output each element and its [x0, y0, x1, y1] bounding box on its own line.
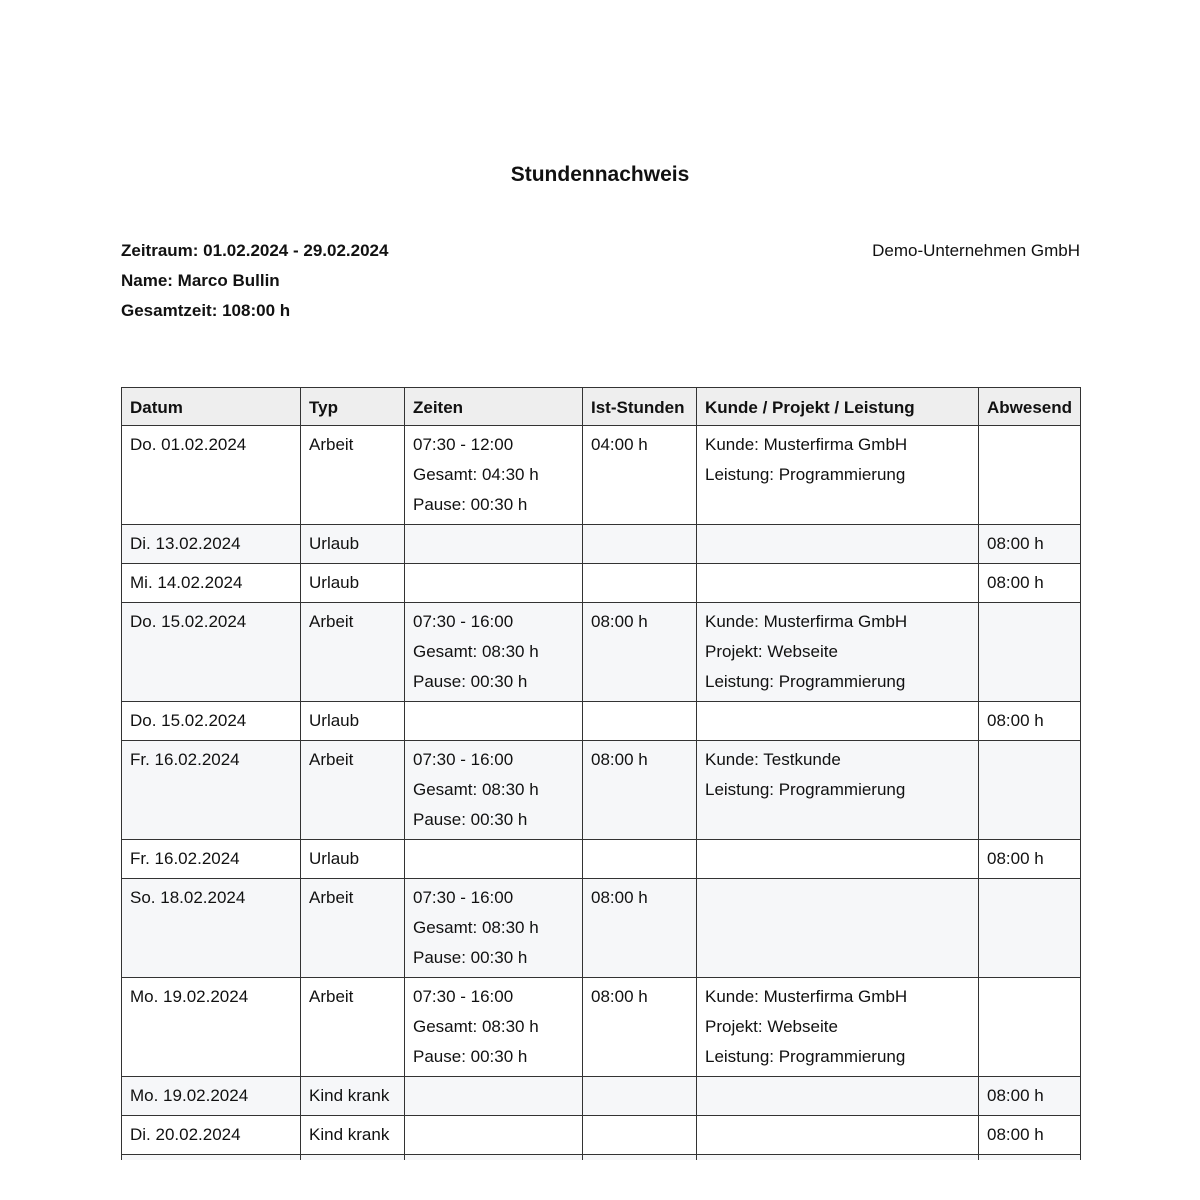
cell-zeiten: [405, 1077, 583, 1116]
cell-zeiten: [405, 978, 583, 1077]
cell-kunde-projekt-leistung: [697, 702, 979, 741]
cell-kunde-projekt-leistung-line: Projekt: Webseite: [705, 642, 838, 661]
table-row: [122, 603, 1081, 702]
cell-kunde-projekt-leistung: [697, 525, 979, 564]
cell-kunde-projekt-leistung-line: Leistung: Programmierung: [705, 780, 906, 799]
cell-typ: Urlaub: [301, 840, 405, 879]
column-header-abwesend: Abwesend: [979, 388, 1081, 426]
cell-kunde-projekt-leistung-line: Kunde: Musterfirma GmbH: [705, 612, 908, 631]
cell-ist-stunden: [583, 1116, 697, 1155]
cell-typ: Urlaub: [301, 525, 405, 564]
table-row: [122, 564, 1081, 603]
cell-abwesend: 08:00 h: [979, 840, 1081, 879]
cell-zeiten-line: Pause: 00:30 h: [413, 1047, 528, 1066]
cell-kunde-projekt-leistung-line: Leistung: Programmierung: [705, 1047, 906, 1066]
table-row: [122, 525, 1081, 564]
total-time: Gesamtzeit: 108:00 h: [121, 301, 291, 320]
cell-kunde-projekt-leistung-line: Kunde: Testkunde: [705, 750, 841, 769]
cell-ist-stunden: 08:00 h: [583, 978, 697, 1077]
cell-datum: Mi. 14.02.2024: [122, 564, 301, 603]
cell-zeiten-line: Pause: 00:30 h: [413, 495, 528, 514]
cell-typ: Arbeit: [301, 978, 405, 1077]
cell-datum: So. 18.02.2024: [122, 879, 301, 978]
cell-datum: Mo. 19.02.2024: [122, 1077, 301, 1116]
cell-zeiten: [405, 879, 583, 978]
cell-zeiten: [405, 1116, 583, 1155]
cell-abwesend: 08:00 h: [979, 1077, 1081, 1116]
cell-datum: Mo. 19.02.2024: [122, 978, 301, 1077]
cell-kunde-projekt-leistung: [697, 426, 979, 525]
cell-typ: Arbeit: [301, 426, 405, 525]
cell-zeiten-line: Pause: 00:30 h: [413, 810, 528, 829]
cell-kunde-projekt-leistung: [697, 978, 979, 1077]
table-row: [122, 426, 1081, 525]
cell-kunde-projekt-leistung-line: Projekt: Webseite: [705, 1017, 838, 1036]
cell-datum: Fr. 16.02.2024: [122, 741, 301, 840]
cell-typ: Arbeit: [301, 603, 405, 702]
cell-abwesend: 08:00 h: [979, 1116, 1081, 1155]
cell-ist-stunden: 08:00 h: [583, 879, 697, 978]
cell-abwesend: [979, 741, 1081, 840]
page-title: Stundennachweis: [510, 163, 690, 186]
cell-abwesend: 08:00 h: [979, 702, 1081, 741]
cell-zeiten-line: Gesamt: 08:30 h: [413, 1017, 539, 1036]
cell-datum: Do. 01.02.2024: [122, 426, 301, 525]
table-row: [122, 1077, 1081, 1116]
table-body: [122, 426, 1081, 1164]
period-label: Zeitraum: 01.02.2024 - 29.02.2024: [121, 241, 389, 260]
cell-abwesend: [979, 603, 1081, 702]
table-row: [122, 840, 1081, 879]
cell-abwesend: 08:00 h: [979, 525, 1081, 564]
cell-typ: Urlaub: [301, 702, 405, 741]
cell-typ: Urlaub: [301, 564, 405, 603]
report-meta: [121, 236, 388, 326]
cell-ist-stunden: 04:00 h: [583, 426, 697, 525]
cell-zeiten-line: 07:30 - 16:00: [413, 750, 514, 769]
cell-zeiten-line: 07:30 - 16:00: [413, 612, 514, 631]
cell-kunde-projekt-leistung-line: Leistung: Programmierung: [705, 672, 906, 691]
table-row: [122, 978, 1081, 1077]
page-bottom-margin: [0, 1160, 1200, 1200]
cell-abwesend: [979, 879, 1081, 978]
cell-zeiten: [405, 603, 583, 702]
table-row: [122, 741, 1081, 840]
cell-zeiten-line: Gesamt: 08:30 h: [413, 780, 539, 799]
company-name: Demo-Unternehmen GmbH: [872, 241, 1080, 260]
cell-kunde-projekt-leistung: [697, 840, 979, 879]
cell-kunde-projekt-leistung: [697, 1077, 979, 1116]
cell-zeiten: [405, 702, 583, 741]
cell-zeiten-line: Gesamt: 08:30 h: [413, 918, 539, 937]
cell-datum: Di. 20.02.2024: [122, 1116, 301, 1155]
cell-ist-stunden: [583, 840, 697, 879]
cell-zeiten-line: 07:30 - 16:00: [413, 987, 514, 1006]
table-row: [122, 879, 1081, 978]
column-header-typ: Typ: [301, 388, 405, 426]
cell-zeiten: [405, 741, 583, 840]
cell-zeiten: [405, 426, 583, 525]
cell-kunde-projekt-leistung-line: Kunde: Musterfirma GmbH: [705, 435, 908, 454]
employee-name: Name: Marco Bullin: [121, 271, 280, 290]
cell-kunde-projekt-leistung-line: Leistung: Programmierung: [705, 465, 906, 484]
cell-typ: Kind krank: [301, 1077, 405, 1116]
cell-kunde-projekt-leistung: [697, 603, 979, 702]
cell-kunde-projekt-leistung: [697, 564, 979, 603]
cell-datum: Do. 15.02.2024: [122, 702, 301, 741]
cell-zeiten-line: 07:30 - 12:00: [413, 435, 514, 454]
cell-kunde-projekt-leistung: [697, 879, 979, 978]
cell-kunde-projekt-leistung-line: Kunde: Musterfirma GmbH: [705, 987, 908, 1006]
cell-ist-stunden: [583, 564, 697, 603]
cell-abwesend: 08:00 h: [979, 564, 1081, 603]
cell-typ: Arbeit: [301, 879, 405, 978]
cell-abwesend: [979, 978, 1081, 1077]
cell-zeiten-line: Pause: 00:30 h: [413, 948, 528, 967]
column-header-zeiten: Zeiten: [405, 388, 583, 426]
cell-kunde-projekt-leistung: [697, 741, 979, 840]
table-row: [122, 702, 1081, 741]
cell-typ: Arbeit: [301, 741, 405, 840]
cell-ist-stunden: [583, 525, 697, 564]
timesheet-table: [121, 387, 1081, 1164]
cell-zeiten-line: Gesamt: 08:30 h: [413, 642, 539, 661]
cell-zeiten-line: 07:30 - 16:00: [413, 888, 514, 907]
cell-zeiten: [405, 564, 583, 603]
cell-zeiten: [405, 525, 583, 564]
cell-ist-stunden: [583, 1077, 697, 1116]
cell-ist-stunden: [583, 702, 697, 741]
column-header-datum: Datum: [122, 388, 301, 426]
cell-ist-stunden: 08:00 h: [583, 603, 697, 702]
table-header-row: [122, 388, 1081, 426]
cell-zeiten-line: Pause: 00:30 h: [413, 672, 528, 691]
cell-abwesend: [979, 426, 1081, 525]
cell-kunde-projekt-leistung: [697, 1116, 979, 1155]
cell-datum: Di. 13.02.2024: [122, 525, 301, 564]
cell-datum: Fr. 16.02.2024: [122, 840, 301, 879]
table-row: [122, 1116, 1081, 1155]
column-header-kunde-projekt-leistung: Kunde / Projekt / Leistung: [697, 388, 979, 426]
cell-zeiten-line: Gesamt: 04:30 h: [413, 465, 539, 484]
cell-zeiten: [405, 840, 583, 879]
cell-typ: Kind krank: [301, 1116, 405, 1155]
column-header-ist-stunden: Ist-Stunden: [583, 388, 697, 426]
cell-datum: Do. 15.02.2024: [122, 603, 301, 702]
cell-ist-stunden: 08:00 h: [583, 741, 697, 840]
